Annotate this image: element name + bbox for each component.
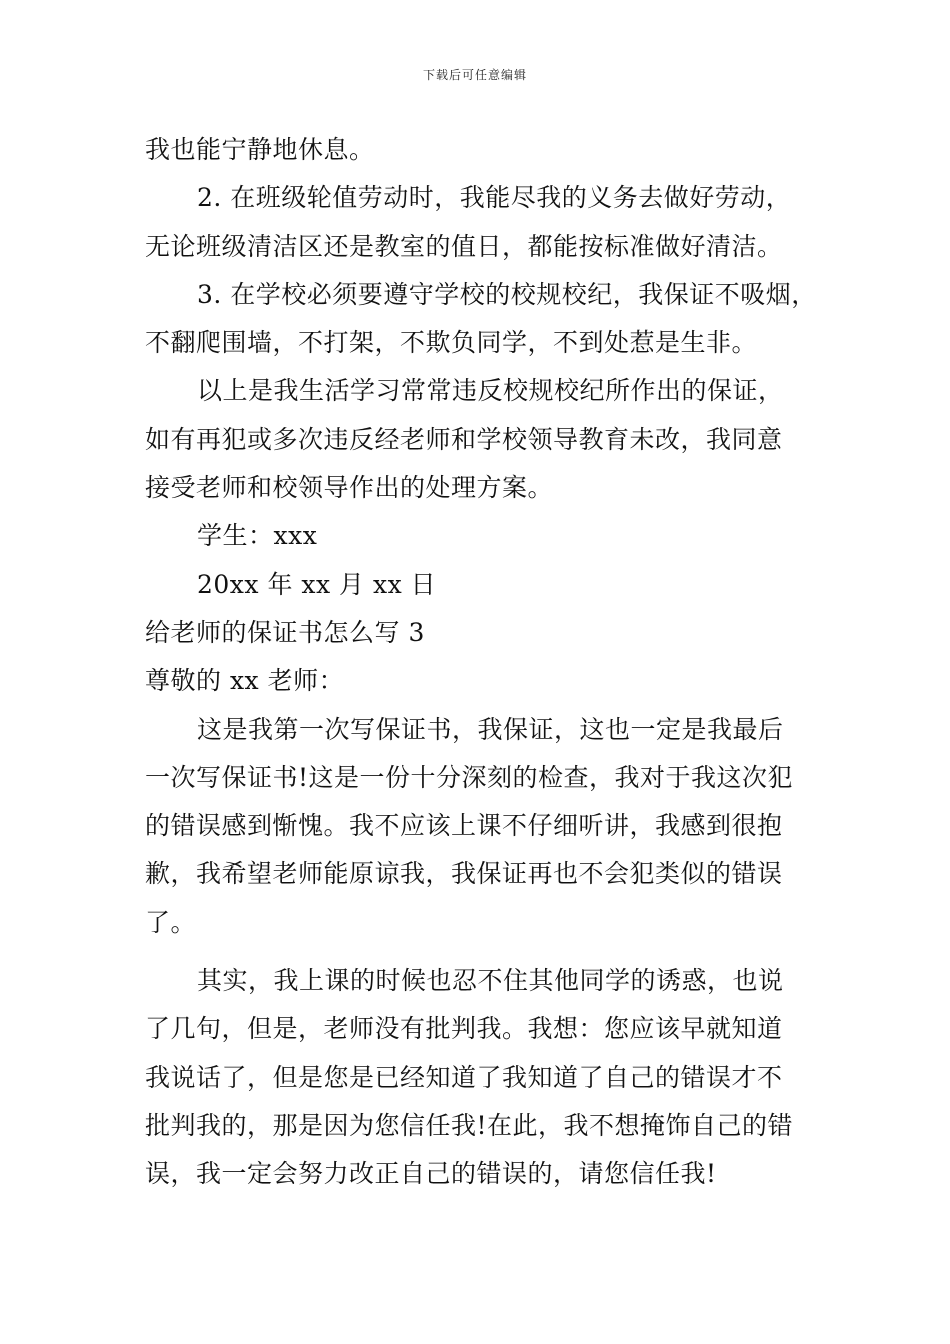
section-title: 给老师的保证书怎么写 3 — [145, 617, 425, 647]
text-line: 接受老师和校领导作出的处理方案。 — [145, 473, 554, 503]
text-line: 歉，我希望老师能原谅我，我保证再也不会犯类似的错误 — [145, 859, 783, 889]
page-header: 下载后可任意编辑 — [422, 68, 527, 82]
text-line: 如有再犯或多次违反经老师和学校领导教育未改，我同意 — [145, 424, 783, 454]
text-line: 无论班级清洁区还是教室的值日，都能按标准做好清洁。 — [145, 231, 783, 261]
text-line: 误，我一定会努力改正自己的错误的，请您信任我! — [145, 1159, 717, 1189]
paragraph-start: 以上是我生活学习常常违反校规校纪所作出的保证， — [197, 376, 784, 406]
text-line: 了几句，但是，老师没有批判我。我想：您应该早就知道 — [145, 1014, 783, 1044]
text-line: 我也能宁静地休息。 — [145, 135, 375, 164]
salutation: 尊敬的 xx 老师： — [145, 666, 345, 696]
paragraph-gap — [145, 947, 825, 957]
text-line: 批判我的，那是因为您信任我!在此，我不想掩饰自己的错 — [145, 1110, 794, 1140]
text-line-list-item-3: 3. 在学校必须要遵守学校的校规校纪，我保证不吸烟， — [197, 279, 817, 309]
paragraph-start: 这是我第一次写保证书，我保证，这也一定是我最后 — [197, 714, 784, 744]
text-line: 一次写保证书!这是一份十分深刻的检查，我对于我这次犯 — [145, 762, 794, 792]
document-body — [145, 126, 825, 1199]
text-line: 我说话了，但是您是已经知道了我知道了自己的错误才不 — [145, 1062, 783, 1092]
text-line: 不翻爬围墙，不打架，不欺负同学，不到处惹是生非。 — [145, 328, 758, 358]
paragraph-start: 其实，我上课的时候也忍不住其他同学的诱惑，也说 — [197, 966, 784, 996]
signature-date: 20xx 年 xx 月 xx 日 — [197, 569, 437, 599]
text-line: 的错误感到惭愧。我不应该上课不仔细听讲，我感到很抱 — [145, 811, 783, 841]
student-signature: 学生：xxx — [197, 521, 318, 551]
text-line-list-item-2: 2. 在班级轮值劳动时，我能尽我的义务去做好劳动， — [197, 183, 792, 213]
text-line: 了。 — [145, 907, 197, 937]
